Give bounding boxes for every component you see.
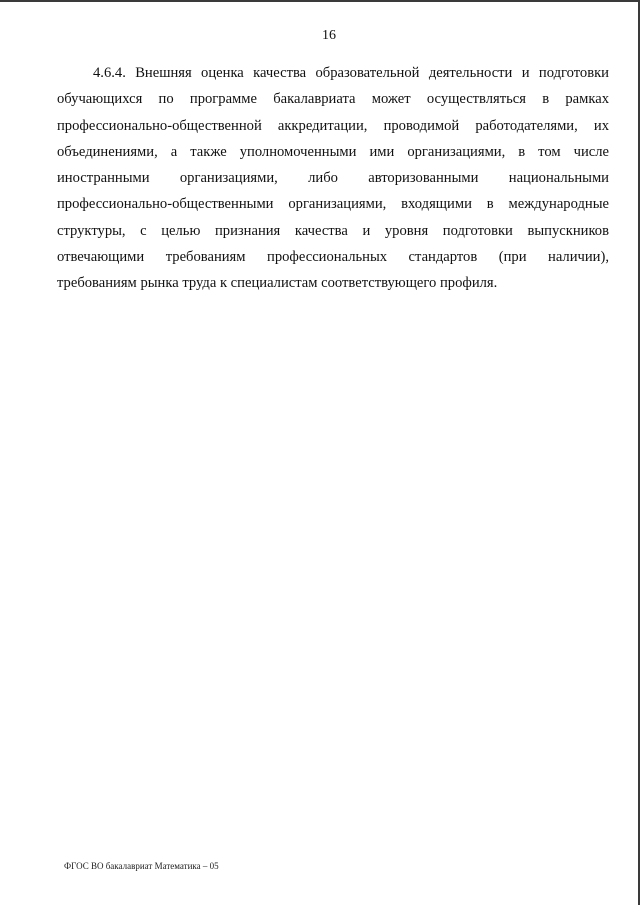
paragraph-line: отвечающими требованиям профессиональных стандартов (при наличии), xyxy=(57,249,609,266)
document-body xyxy=(57,60,609,297)
paragraph-line: объединениями, а также уполномоченными ими организациями, в том числе xyxy=(57,143,609,160)
paragraph-4-6-4 xyxy=(57,60,609,297)
paragraph-line: требованиям рынка труда к специалистам соответствующего профиля. xyxy=(57,275,498,292)
page-number: 16 xyxy=(322,28,336,43)
paragraph-line: структуры, с целью признания качества и уровня подготовки выпускников xyxy=(57,222,609,239)
document-footer: ФГОС ВО бакалавриат Математика – 05 xyxy=(64,861,219,871)
paragraph-line: иностранными организациями, либо авторизованными национальными xyxy=(57,170,609,187)
page-edge-top xyxy=(0,0,640,2)
paragraph-line: 4.6.4. Внешняя оценка качества образовательной деятельности и подготовки xyxy=(93,65,609,81)
paragraph-line: профессионально-общественными организациями, входящими в международные xyxy=(57,196,609,213)
paragraph-line: обучающихся по программе бакалавриата может осуществляться в рамках xyxy=(57,91,609,108)
paragraph-line: профессионально-общественной аккредитации, проводимой работодателями, их xyxy=(57,117,609,134)
